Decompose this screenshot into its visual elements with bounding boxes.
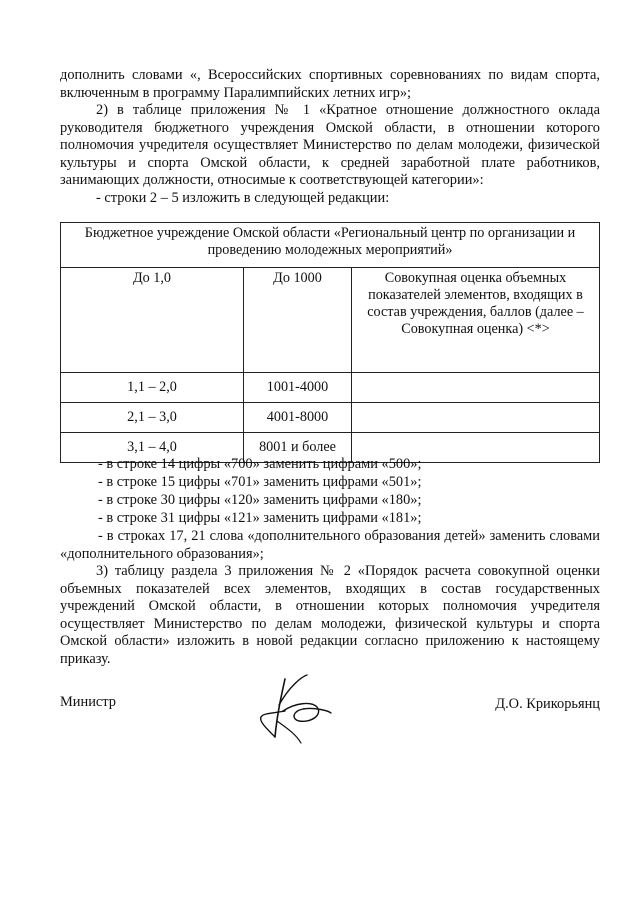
paragraph-1: дополнить словами «, Всероссийских спортивных соревнованиях по видам спорта, включенным в программу Паралимпийских летних игр»;	[60, 67, 600, 101]
paragraph-4: 3) таблицу раздела 3 приложения № 2 «Порядок расчета совокупной оценки объемных показателей всех элементов, входящих в состав государственных учреждений Омской области, в отношении которых полномочия учредителя осуществляет Министерство по делам молодежи, физической культуры и спорта Омской области» изложить в новой редакции согласно приложению к настоящему приказу.	[60, 563, 600, 667]
signer-name: Д.О. Крикорьянц	[495, 696, 600, 712]
list-item: - в строке 30 цифры «120» заменить цифрами «180»;	[98, 492, 422, 508]
table-cell	[352, 373, 600, 403]
paragraph-3: - строки 2 – 5 изложить в следующей редакции:	[96, 190, 390, 206]
salary-ratio-table	[60, 222, 600, 463]
table-cell: 1,1 – 2,0	[61, 373, 244, 403]
list-item: - в строке 15 цифры «701» заменить цифрами «501»;	[98, 474, 422, 490]
list-item: - в строке 31 цифры «121» заменить цифрами «181»;	[98, 510, 422, 526]
table-row	[61, 403, 600, 433]
signer-title: Министр	[60, 694, 116, 710]
table-cell: 1001-4000	[244, 373, 352, 403]
handwritten-signature	[255, 667, 335, 747]
table-row	[61, 268, 600, 373]
table-cell: До 1,0	[61, 268, 244, 373]
table-cell: Совокупная оценка объемных показателей элементов, входящих в состав учреждения, баллов (далее – Совокупная оценка) <*>	[352, 268, 600, 373]
table-row	[61, 373, 600, 403]
table-header-cell: Бюджетное учреждение Омской области «Региональный центр по организации и проведению молодежных мероприятий»	[61, 223, 600, 268]
table-cell: 2,1 – 3,0	[61, 403, 244, 433]
table-cell: 8001 и более	[244, 433, 352, 463]
table-cell	[352, 403, 600, 433]
list-item: - в строке 14 цифры «700» заменить цифрами «500»;	[98, 456, 422, 472]
table-cell: До 1000	[244, 268, 352, 373]
paragraph-2: 2) в таблице приложения № 1 «Кратное отношение должностного оклада руководителя бюджетного учреждения Омской области, в отношении которого полномочия учредителя осуществляет Министерство по делам молодежи, физической культуры и спорта Омской области, к средней заработной плате работников, занимающих должности, относимые к соответствующей категории»:	[60, 102, 600, 189]
table-cell: 3,1 – 4,0	[61, 433, 244, 463]
list-item: - в строках 17, 21 слова «дополнительного образования детей» заменить словами «дополнительного образования»;	[60, 528, 600, 562]
table-cell: 4001-8000	[244, 403, 352, 433]
